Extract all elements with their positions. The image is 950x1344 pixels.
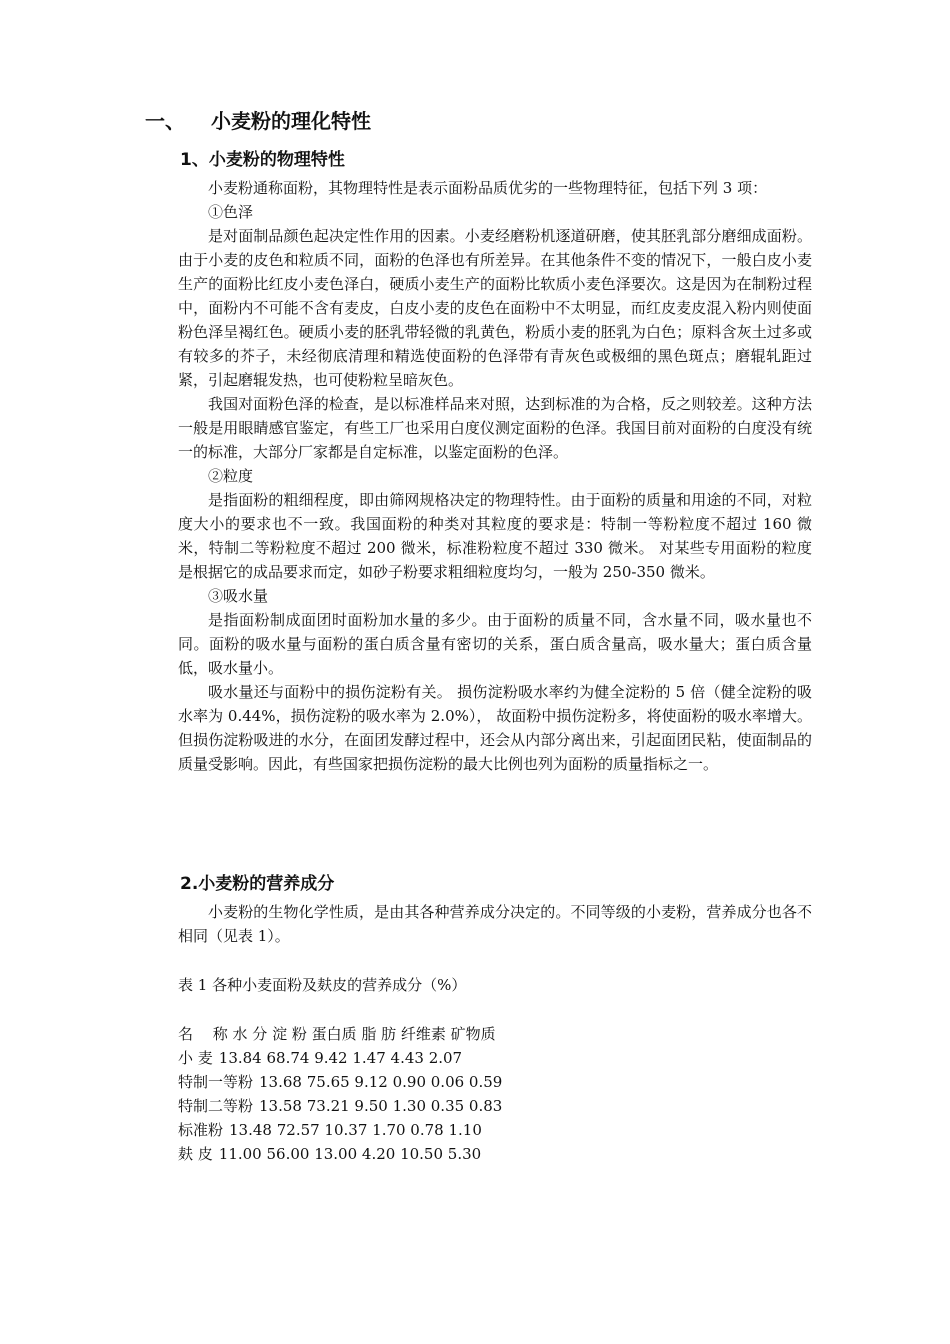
item-heading-water: ③吸水量 — [208, 587, 269, 605]
nutrition-table — [178, 1022, 502, 1166]
section-heading — [145, 106, 371, 136]
row-values: 11.00 56.00 13.00 4.20 10.50 5.30 — [218, 1145, 482, 1163]
table-row — [178, 1094, 502, 1118]
row-name: 特制一等粉 — [178, 1073, 254, 1091]
table-row — [178, 1118, 502, 1142]
table-header: 名 称 水 分 淀 粉 蛋白质 脂 肪 纤维素 矿物质 — [178, 1025, 496, 1043]
row-values: 13.68 75.65 9.12 0.90 0.06 0.59 — [259, 1073, 503, 1091]
paragraph-nutrition-intro: 小麦粉的生物化学性质，是由其各种营养成分决定的。不同等级的小麦粉，营养成分也各不相同（见表 1）。 — [178, 903, 812, 945]
table-row — [178, 1046, 502, 1070]
nutrition-body — [178, 900, 812, 948]
paragraph-intro: 小麦粉通称面粉，其物理特性是表示面粉品质优劣的一些物理特征，包括下列 3 项： — [208, 179, 768, 197]
paragraph-color-1: 是对面制品颜色起决定性作用的因素。小麦经磨粉机逐道研磨，使其胚乳部分磨细成面粉。由于小麦的皮色和粒质不同，面粉的色泽也有所差异。在其他条件不变的情况下，一般白皮小麦生产的面粉比红皮小麦色泽白，硬质小麦生产的面粉比软质小麦色泽要次。这是因为在制粉过程中，面粉内不可能不含有麦皮，白皮小麦的皮色在面粉中不太明显，而红皮麦皮混入粉内则使面粉色泽呈褐红色。硬质小麦的胚乳带轻微的乳黄色，粉质小麦的胚乳为白色；原料含灰土过多或有较多的芥子，未经彻底清理和精选使面粉的色泽带有青灰色或极细的黑色斑点；磨辊轧距过紧，引起磨辊发热，也可使粉粒呈暗灰色。 — [178, 227, 812, 389]
subsection-heading-physical: 1、小麦粉的物理特性 — [180, 150, 345, 170]
section-number: 一、 — [145, 109, 185, 133]
table-caption: 表 1 各种小麦面粉及麸皮的营养成分（%） — [178, 976, 467, 994]
paragraph-color-2: 我国对面粉色泽的检查，是以标准样品来对照，达到标准的为合格，反之则较差。这种方法一般是用眼睛感官鉴定，有些工厂也采用白度仪测定面粉的色泽。我国目前对面粉的白度没有统一的标准，大部分厂家都是自定标准，以鉴定面粉的色泽。 — [178, 395, 812, 461]
row-values: 13.84 68.74 9.42 1.47 4.43 2.07 — [218, 1049, 463, 1067]
row-name: 标准粉 — [178, 1121, 224, 1139]
row-values: 13.58 73.21 9.50 1.30 0.35 0.83 — [259, 1097, 503, 1115]
section-title: 小麦粉的理化特性 — [211, 109, 371, 133]
subsection-heading-nutrition: 2.小麦粉的营养成分 — [180, 874, 335, 894]
physical-properties-body — [178, 176, 812, 776]
row-name: 特制二等粉 — [178, 1097, 254, 1115]
row-name: 小 麦 — [178, 1049, 213, 1067]
row-name: 麸 皮 — [178, 1145, 213, 1163]
paragraph-water-2: 吸水量还与面粉中的损伤淀粉有关。 损伤淀粉吸水率约为健全淀粉的 5 倍（健全淀粉的吸水率为 0.44%，损伤淀粉的吸水率为 2.0%）， 故面粉中损伤淀粉多，将使面粉的吸水率增大。但损伤淀粉吸进的水分，在面团发酵过程中，还会从内部分离出来，引起面团民粘，使面制品的质量受影响。因此，有些国家把损伤淀粉的最大比例也列为面粉的质量指标之一。 — [178, 683, 812, 773]
row-values: 13.48 72.57 10.37 1.70 0.78 1.10 — [229, 1121, 482, 1139]
paragraph-granularity: 是指面粉的粗细程度，即由筛网规格决定的物理特性。由于面粉的质量和用途的不同，对粒度大小的要求也不一致。我国面粉的种类对其粒度的要求是：特制一等粉粒度不超过 160 微米，特制二等粉粒度不超过 200 微米，标准粉粒度不超过 330 微米。 对某些专用面粉的粒度是根据它的成品要求而定，如砂子粉要求粗细粒度均匀，一般为 250-350 微米。 — [178, 491, 812, 581]
table-row — [178, 1070, 502, 1094]
paragraph-water-1: 是指面粉制成面团时面粉加水量的多少。由于面粉的质量不同，含水量不同，吸水量也不同。面粉的吸水量与面粉的蛋白质含量有密切的关系，蛋白质含量高，吸水量大；蛋白质含量低，吸水量小。 — [178, 611, 812, 677]
item-heading-granularity: ②粒度 — [208, 467, 254, 485]
item-heading-color: ①色泽 — [208, 203, 254, 221]
table-row — [178, 1142, 502, 1166]
